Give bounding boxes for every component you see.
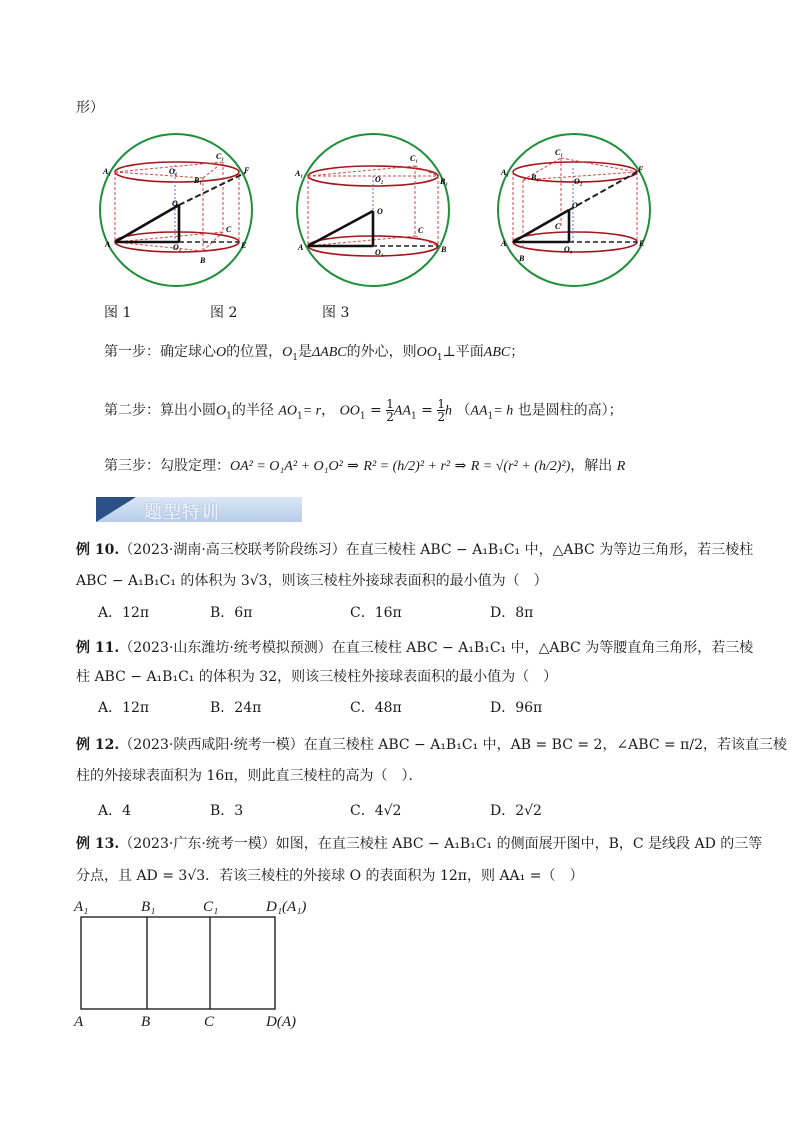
unfold-label-c1: C₁ xyxy=(203,899,219,915)
unfold-label-a1: A₁ xyxy=(74,899,89,915)
svg-text:O₁: O₁ xyxy=(173,243,182,252)
svg-text:A: A xyxy=(298,243,304,252)
step-1: 第一步：确定球心O的位置，$O_1$是ΔABC的外心，则$OO_1\perp$平面ABC； xyxy=(104,344,525,363)
figure-caption-3: 图 3 xyxy=(322,305,350,321)
svg-text:O: O xyxy=(172,199,178,208)
svg-text:C₁: C₁ xyxy=(216,152,225,161)
example-12-option-a: A．4 xyxy=(98,803,132,819)
svg-text:E: E xyxy=(639,239,645,248)
step-2: 第二步：算出小圆$O_1$的半径 $AO_1= r$， $OO_1$ = $\frac{1}{2}$ $AA_1$ = $\frac{1}{2}$ h （$AA_1= h$ 也是圆柱的高）； xyxy=(104,397,623,424)
svg-text:B: B xyxy=(519,254,525,263)
unfold-diagram xyxy=(80,916,280,1012)
svg-text:O₁: O₁ xyxy=(169,167,178,176)
svg-text:C: C xyxy=(555,222,561,231)
svg-text:A: A xyxy=(105,240,111,249)
example-10-line1: 例 10.（2023·湖南·高三校联考阶段练习）在直三棱柱 ABC − A₁B₁C₁ 中，△ABC 为等边三角形，若三棱柱 xyxy=(76,542,754,558)
svg-text:A₁: A₁ xyxy=(103,167,112,176)
example-12-option-d: D．2√2 xyxy=(490,803,542,819)
svg-text:F: F xyxy=(638,165,644,174)
figure-2 xyxy=(294,134,449,286)
svg-text:B₁: B₁ xyxy=(194,176,203,185)
svg-text:B: B xyxy=(441,245,447,254)
section-banner xyxy=(96,497,302,522)
top-fragment: 形） xyxy=(76,100,104,116)
svg-text:O: O xyxy=(377,207,383,216)
example-12-option-b: B．3 xyxy=(210,803,244,819)
unfold-label-d1: D₁(A₁) xyxy=(266,899,307,915)
svg-text:B₁: B₁ xyxy=(440,177,449,186)
svg-text:O₁: O₁ xyxy=(564,245,573,254)
unfold-label-b1: B₁ xyxy=(141,899,156,915)
example-10-option-a: A．12π xyxy=(98,605,150,621)
example-13-line2: 分点，且 AD = 3√3．若该三棱柱的外接球 O 的表面积为 12π，则 AA₁ =（ ） xyxy=(76,868,584,884)
figure-caption-1: 图 1 xyxy=(104,305,132,321)
example-11-option-b: B．24π xyxy=(210,700,262,716)
svg-text:A: A xyxy=(501,239,507,248)
example-11-line1: 例 11.（2023·山东潍坊·统考模拟预测）在直三棱柱 ABC − A₁B₁C₁ 中，△ABC 为等腰直角三角形，若三棱 xyxy=(76,640,754,656)
step-3: 第三步：勾股定理：OA² = O₁A² + O₁O² ⇒ R² = (h/2)² + r² ⇒ R = √(r² + (h/2)²)，解出 R xyxy=(104,458,626,474)
svg-text:B₁: B₁ xyxy=(531,173,540,182)
section-banner-title: 题型特训 xyxy=(144,502,220,523)
svg-text:O₂: O₂ xyxy=(574,177,583,186)
unfold-label-b: B xyxy=(141,1014,151,1030)
svg-text:E: E xyxy=(241,241,247,250)
unfold-label-a: A xyxy=(74,1014,84,1030)
svg-text:O: O xyxy=(572,201,578,210)
example-11-option-d: D．96π xyxy=(490,700,543,716)
svg-text:A₁: A₁ xyxy=(501,168,510,177)
example-12-line1: 例 12.（2023·陕西咸阳·统考一模）在直三棱柱 ABC − A₁B₁C₁ 中，AB = BC = 2，∠ABC = π/2，若该直三棱 xyxy=(76,737,787,753)
unfold-label-d: D(A) xyxy=(266,1014,296,1030)
svg-text:C: C xyxy=(226,225,232,234)
example-11-option-c: C．48π xyxy=(350,700,402,716)
svg-text:B: B xyxy=(200,256,206,265)
example-12-line2: 柱的外接球表面积为 16π，则此直三棱柱的高为（ ）． xyxy=(76,768,423,784)
example-13-line1: 例 13.（2023·广东·统考一模）如图，在直三棱柱 ABC − A₁B₁C₁ 的侧面展开图中，B，C 是线段 AD 的三等 xyxy=(76,836,763,852)
sphere-figures xyxy=(95,128,675,288)
figure-1 xyxy=(100,134,252,286)
svg-text:O₂: O₂ xyxy=(375,175,384,184)
svg-text:C₁: C₁ xyxy=(555,148,564,157)
svg-text:C: C xyxy=(418,226,424,235)
svg-text:F: F xyxy=(244,166,250,175)
sphere-circle xyxy=(100,134,252,286)
figure-3 xyxy=(498,134,650,286)
example-10-option-c: C．16π xyxy=(350,605,402,621)
svg-text:A₁: A₁ xyxy=(295,169,304,178)
example-10-option-d: D．8π xyxy=(490,605,534,621)
example-10-line2: ABC − A₁B₁C₁ 的体积为 3√3，则该三棱柱外接球表面积的最小值为（ ） xyxy=(76,573,548,589)
svg-text:O₁: O₁ xyxy=(375,248,384,257)
example-11-line2: 柱 ABC − A₁B₁C₁ 的体积为 32，则该三棱柱外接球表面积的最小值为（ ） xyxy=(76,669,558,685)
figure-caption-2: 图 2 xyxy=(210,305,238,321)
example-12-option-c: C．4√2 xyxy=(350,803,402,819)
svg-text:C₁: C₁ xyxy=(410,154,419,163)
example-10-option-b: B．6π xyxy=(210,605,253,621)
unfold-label-c: C xyxy=(204,1014,215,1030)
example-11-option-a: A．12π xyxy=(98,700,150,716)
